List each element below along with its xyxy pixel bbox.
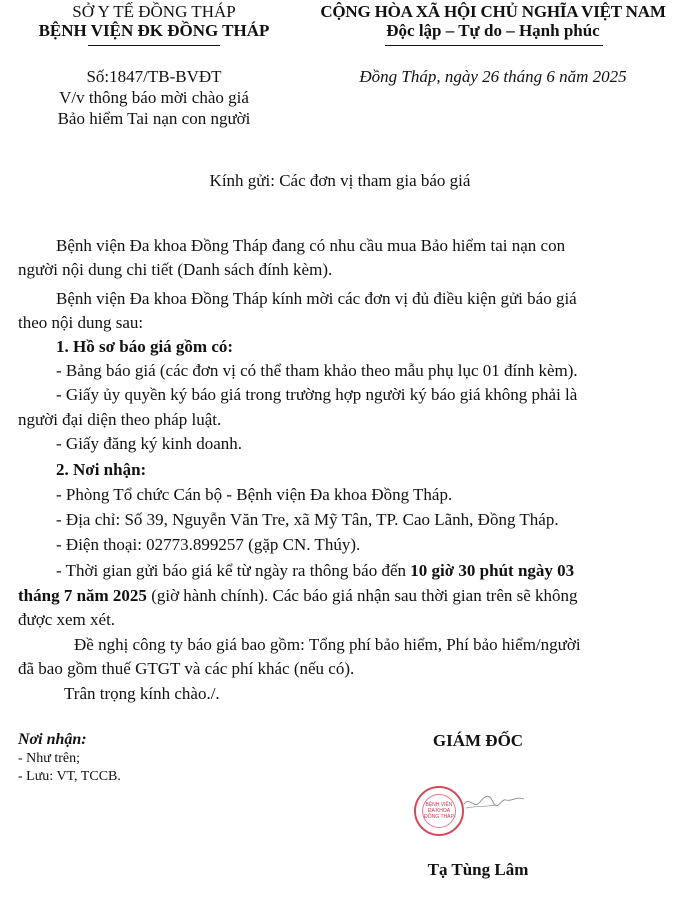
paragraph-1-line-1: Bệnh viện Đa khoa Đồng Tháp đang có nhu cầu mua Bảo hiểm tai nạn con <box>56 236 566 255</box>
nation-title: CỘNG HÒA XÃ HỘI CHỦ NGHĨA VIỆT NAM <box>320 2 666 21</box>
signer-title: GIÁM ĐỐC <box>432 731 524 750</box>
signer-name: Tạ Tùng Lâm <box>427 860 529 879</box>
subject-line-1: V/v thông báo mời chào giá <box>59 88 249 107</box>
left-header-rule <box>88 45 220 46</box>
subject-line-2: Bảo hiểm Tai nạn con người <box>57 109 251 128</box>
recipient-item: - Lưu: VT, TCCB. <box>18 769 121 784</box>
hospital-name: BỆNH VIỆN ĐK ĐỒNG THÁP <box>38 21 270 40</box>
section-1-item-3: - Giấy đăng ký kinh doanh. <box>56 434 243 453</box>
place-date: Đồng Tháp, ngày 26 tháng 6 năm 2025 <box>359 67 627 86</box>
seal-text <box>424 802 454 820</box>
recipients-title: Nơi nhận: <box>18 731 87 748</box>
section-2-item-4-line-1 <box>56 561 574 581</box>
section-1-item-1: - Bảng báo giá (các đơn vị có thể tham khảo theo mẫu phụ lục 01 đính kèm). <box>56 361 578 380</box>
seal-text-line: BỆNH VIỆN <box>425 802 453 808</box>
seal-text-line: ĐA KHOA <box>427 808 451 814</box>
official-seal <box>414 786 464 836</box>
right-header-rule <box>385 45 603 46</box>
recipient-item: - Như trên; <box>18 751 81 766</box>
closing-line: Trân trọng kính chào./. <box>64 684 220 703</box>
deadline-intro: - Thời gian gửi báo giá kể từ ngày ra thông báo đến <box>56 561 411 580</box>
section-2-item-2: - Địa chỉ: Số 39, Nguyễn Văn Tre, xã Mỹ Tân, TP. Cao Lãnh, Đồng Tháp. <box>56 510 559 529</box>
section-2-item-1: - Phòng Tổ chức Cán bộ - Bệnh viện Đa khoa Đồng Tháp. <box>56 485 453 504</box>
deadline-date: tháng 7 năm 2025 <box>18 586 147 605</box>
recipient-line: Kính gửi: Các đơn vị tham gia báo giá <box>209 171 471 190</box>
signature-image <box>460 790 530 820</box>
section-2-title: 2. Nơi nhận: <box>56 460 147 479</box>
seal-text-line: ĐỒNG THÁP <box>424 814 454 820</box>
paragraph-2-line-2: theo nội dung sau: <box>18 313 144 332</box>
deadline-time: 10 giờ 30 phút ngày 03 <box>410 561 575 580</box>
paragraph-3-line-2: đã bao gồm thuế GTGT và các phí khác (nếu có). <box>18 659 355 678</box>
section-2-item-4-line-3: được xem xét. <box>18 610 116 629</box>
department-name: SỞ Y TẾ ĐỒNG THÁP <box>72 2 236 21</box>
section-1-item-2-line-2: người đại diện theo pháp luật. <box>18 410 222 429</box>
document-number: Số:1847/TB-BVĐT <box>86 67 222 86</box>
paragraph-1-line-2: người nội dung chi tiết (Danh sách đính kèm). <box>18 260 333 279</box>
paragraph-3-line-1: Đề nghị công ty báo giá bao gồm: Tổng phí bảo hiểm, Phí bảo hiểm/người <box>74 635 581 654</box>
seal-inner-ring <box>422 794 456 828</box>
section-2-item-4-line-2 <box>18 586 578 606</box>
deadline-note: (giờ hành chính). Các báo giá nhận sau thời gian trên sẽ không <box>146 586 578 605</box>
section-2-item-3: - Điện thoại: 02773.899257 (gặp CN. Thúy). <box>56 535 361 554</box>
section-1-title: 1. Hồ sơ báo giá gồm có: <box>56 337 234 356</box>
section-1-item-2-line-1: - Giấy ủy quyền ký báo giá trong trường hợp người ký báo giá không phải là <box>56 385 578 404</box>
nation-motto: Độc lập – Tự do – Hạnh phúc <box>386 21 600 40</box>
paragraph-2-line-1: Bệnh viện Đa khoa Đồng Tháp kính mời các đơn vị đủ điều kiện gửi báo giá <box>56 289 577 308</box>
